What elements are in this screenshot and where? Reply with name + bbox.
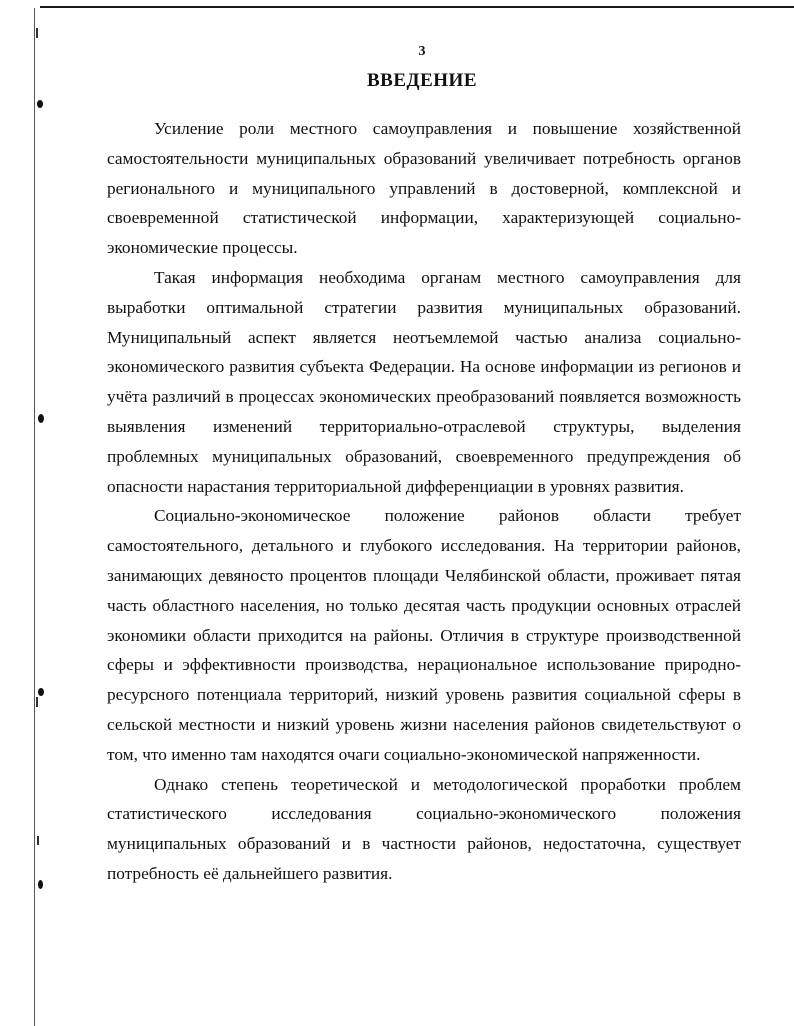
scan-top-border	[40, 6, 794, 8]
scan-artifact-dot	[38, 880, 43, 889]
body-text	[107, 114, 741, 889]
scan-artifact-tick	[37, 836, 39, 845]
paragraph: Социально-экономическое положение районов области требует самостоятельного, детального и глубокого исследования. На территории районов, занимающих девяносто процентов площади Челябинской области, проживает пятая часть областного населения, но только десятая часть продукции основных отраслей экономики области приходится на районы. Отличия в структуре производственной сферы и эффективности производства, нерациональное использование природно-ресурсного потенциала территорий, низкий уровень развития социальной сферы в сельской местности и низкий уровень жизни населения районов свидетельствуют о том, что именно там находятся очаги социально-экономической напряженности.	[107, 506, 741, 764]
scan-artifact-dot	[37, 100, 43, 108]
scan-left-border	[34, 8, 35, 1026]
scan-artifact-dot	[38, 414, 44, 423]
paragraph: Такая информация необходима органам местного самоуправления для выработки оптимальной стратегии развития муниципальных образований. Муниципальный аспект является неотъемлемой частью анализа социально-экономического развития субъекта Федерации. На основе информации из регионов и учёта различий в процессах экономических преобразований появляется возможность выявления изменений территориально-отраслевой структуры, выделения проблемных муниципальных образований, своевременного предупреждения об опасности нарастания территориальной дифференциации в уровнях развития.	[107, 267, 741, 496]
scan-artifact-tick	[36, 28, 38, 38]
section-heading: ВВЕДЕНИЕ	[367, 70, 477, 91]
scan-artifact-tick	[36, 697, 38, 707]
paragraph: Однако степень теоретической и методологической проработки проблем статистического исследования социально-экономического положения муниципальных образований и в частности районов, недостаточна, существует потребность её дальнейшего развития.	[107, 774, 741, 883]
page-number: 3	[418, 44, 426, 59]
paragraph: Усиление роли местного самоуправления и повышение хозяйственной самостоятельности муниципальных образований увеличивает потребность органов регионального и муниципального управлений в достоверной, комплексной и своевременной статистической информации, характеризующей социально-экономические процессы.	[107, 119, 741, 258]
scan-artifact-dot	[38, 688, 44, 696]
